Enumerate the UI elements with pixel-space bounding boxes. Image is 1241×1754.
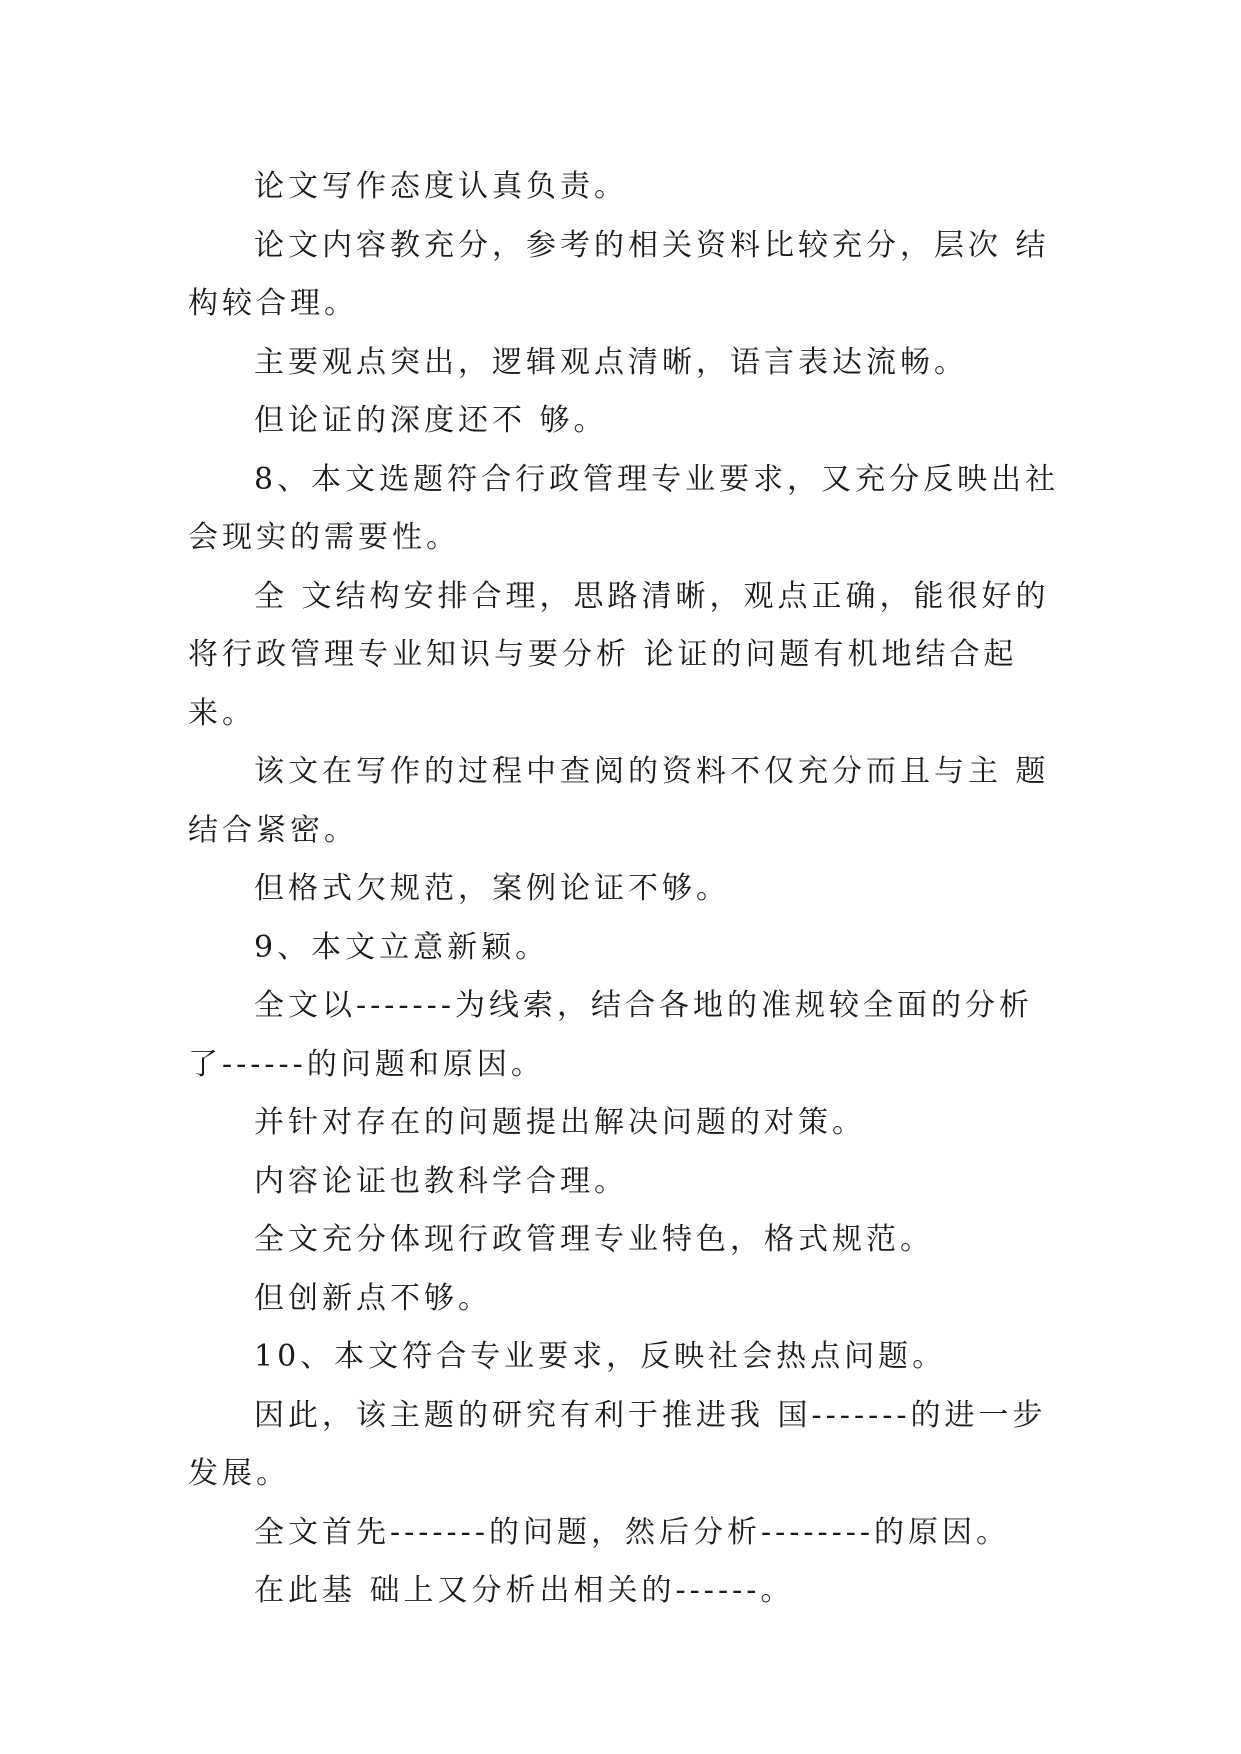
- paragraph: 该文在写作的过程中查阅的资料不仅充分而且与主 题结合紧密。: [188, 754, 1050, 848]
- paragraph: 全 文结构安排合理，思路清晰，观点正确，能很好的将行政管理专业知识与要分析 论证的问题有机地结合起来。: [188, 578, 1050, 731]
- paragraph: 论文写作态度认真负责。: [254, 169, 628, 204]
- paragraph: 但格式欠规范，案例论证不够。: [254, 871, 730, 906]
- paragraph: 10、本文符合专业要求，反映社会热点问题。: [254, 1339, 947, 1374]
- paragraph: 但论证的深度还不 够。: [254, 403, 608, 438]
- paragraph: 因此，该主题的研究有利于推进我 国-------的进一步发展。: [188, 1397, 1047, 1491]
- paragraph: 内容论证也教科学合理。: [254, 1163, 628, 1199]
- paragraph: 但创新点不够。: [254, 1280, 492, 1316]
- paragraph: 全文充分体现行政管理专业特色，格式规范。: [254, 1222, 934, 1257]
- document-body: [188, 158, 1068, 1621]
- paragraph: 并针对存在的问题提出解决问题的对策。: [254, 1105, 866, 1140]
- paragraph: 9、本文立意新颖。: [254, 929, 550, 965]
- paragraph: 全文以-------为线索，结合各地的准规较全面的分析了------的问题和原因。: [188, 988, 1033, 1082]
- paragraph: 主要观点突出，逻辑观点清晰，语言表达流畅。: [254, 344, 968, 380]
- paragraph: 全文首先-------的问题，然后分析--------的原因。: [254, 1514, 1011, 1550]
- paragraph: 论文内容教充分，参考的相关资料比较充分，层次 结构较合理。: [188, 227, 1050, 321]
- paragraph: 在此基 础上又分析出相关的------。: [254, 1573, 795, 1608]
- paragraph: 8、本文选题符合行政管理专业要求，又充分反映出社会现实的需要性。: [188, 461, 1060, 555]
